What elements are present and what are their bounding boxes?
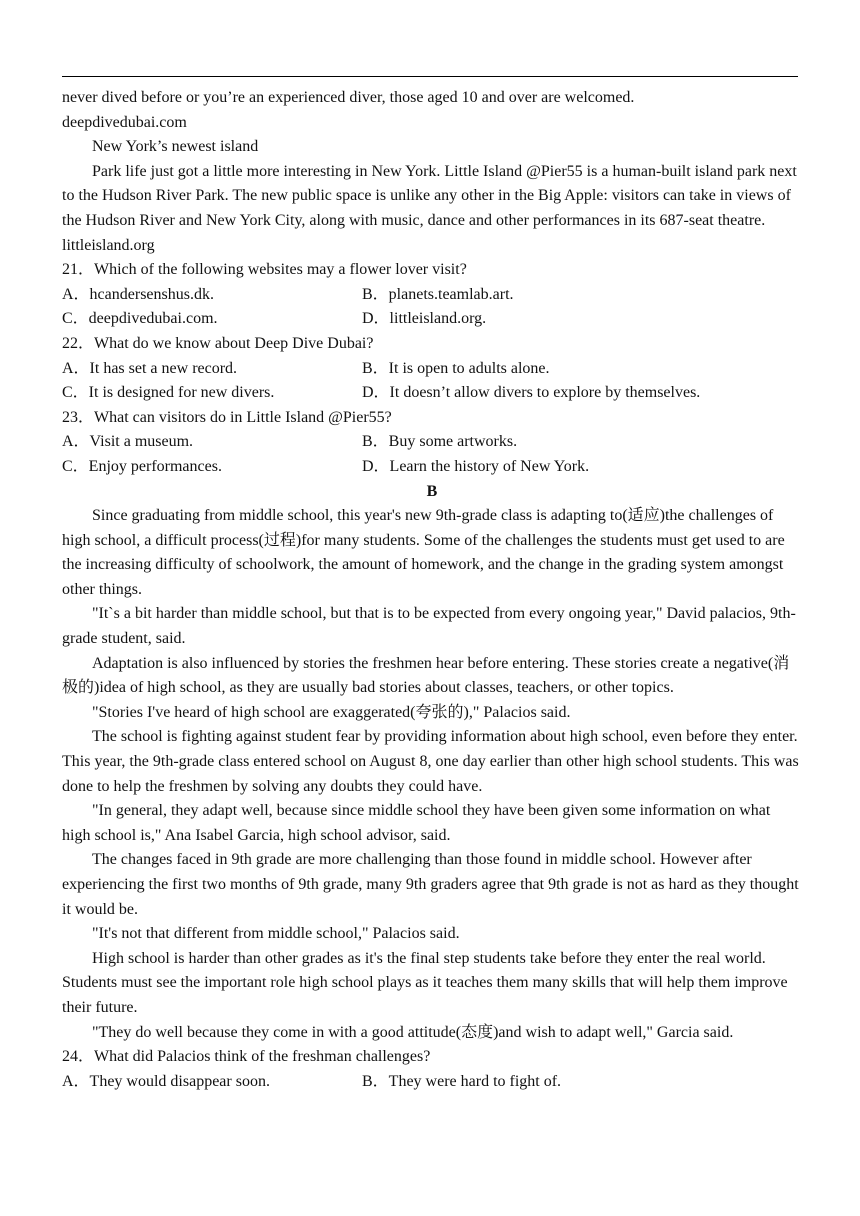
paragraph: "In general, they adapt well, because since middle school they have been given some information on what high school is," Ana Isabel Garcia, high school advisor, said. [62, 802, 771, 844]
paragraph: High school is harder than other grades as it's the final step students take before they enter the real world. Students must see the important role high school plays as it teaches them many skills that will help them improve their future. [62, 949, 788, 1016]
option-a: A．It has set a new record. [62, 359, 238, 377]
option-row [62, 430, 802, 455]
option-row [62, 307, 802, 332]
option-row [62, 283, 802, 308]
option-d: D．It doesn’t allow divers to explore by themselves. [362, 384, 701, 402]
option-c: C．It is designed for new divers. [62, 384, 275, 402]
option-a: A．hcandersenshus.dk. [62, 285, 214, 303]
header-rule [62, 76, 798, 77]
option-row [62, 381, 802, 406]
option-b: B．They were hard to fight of. [362, 1072, 562, 1090]
option-d: D．Learn the history of New York. [362, 457, 590, 475]
paragraph: "It`s a bit harder than middle school, but that is to be expected from every ongoing year," David palacios, 9th-grade student, said. [62, 605, 796, 648]
option-d: D．littleisland.org. [362, 310, 487, 328]
question-stem: 22．What do we know about Deep Dive Dubai? [62, 334, 374, 352]
option-b: B．planets.teamlab.art. [362, 285, 514, 303]
text-line: never dived before or you’re an experienced diver, those aged 10 and over are welcomed. [62, 89, 635, 106]
website-text: deepdivedubai.com [62, 113, 187, 131]
paragraph: "They do well because they come in with a good attitude(态度)and wish to adapt well," Garcia said. [92, 1023, 734, 1041]
paragraph: "Stories I've heard of high school are exaggerated(夸张的)," Palacios said. [92, 703, 571, 721]
section-title: New York’s newest island [92, 138, 259, 156]
option-b: B．Buy some artworks. [362, 433, 518, 451]
question-stem: 23．What can visitors do in Little Island @Pier55? [62, 408, 392, 426]
option-c: C．Enjoy performances. [62, 457, 222, 475]
section-heading: B [426, 482, 438, 500]
option-b: B．It is open to adults alone. [362, 359, 550, 377]
question-stem: 21．Which of the following websites may a flower lover visit? [62, 261, 467, 279]
paragraph: The changes faced in 9th grade are more challenging than those found in middle school. However after experiencing the first two months of 9th grade, many 9th graders agree that 9th grade is not as hard as they thought it would be. [62, 851, 799, 918]
paragraph: Since graduating from middle school, this year's new 9th-grade class is adapting to(适应)the challenges of high school, a difficult process(过程)for many students. Some of the challenges the students must get used to are the increasing difficulty of schoolwork, the amount of homework, and the change in the grading system amongst other things. [62, 507, 785, 598]
paragraph: The school is fighting against student fear by providing information about high school, even before they enter. This year, the 9th-grade class entered school on August 8, one day earlier than other high school students. This was done to help the freshmen by solving any doubts they could have. [62, 728, 799, 795]
option-a: A．Visit a museum. [62, 433, 194, 451]
paragraph: "It's not that different from middle school," Palacios said. [92, 925, 460, 943]
question-stem: 24．What did Palacios think of the freshman challenges? [62, 1048, 431, 1066]
option-c: C．deepdivedubai.com. [62, 310, 218, 328]
document-body [62, 86, 802, 1094]
option-a: A．They would disappear soon. [62, 1072, 270, 1090]
paragraph: Adaptation is also influenced by stories the freshmen hear before entering. These stories create a negative(消极的)idea of high school, as they are usually bad stories about classes, teachers, or other topics. [62, 654, 790, 697]
option-row [62, 1070, 802, 1095]
paragraph: Park life just got a little more interesting in New York. Little Island @Pier55 is a human-built island park next to the Hudson River Park. The new public space is unlike any other in the Big Apple: visitors can take in views of the Hudson River and New York City, along with music, dance and other performances in its 687-seat theatre. littleisland.org [62, 162, 797, 254]
option-row [62, 455, 802, 480]
option-row [62, 357, 802, 382]
